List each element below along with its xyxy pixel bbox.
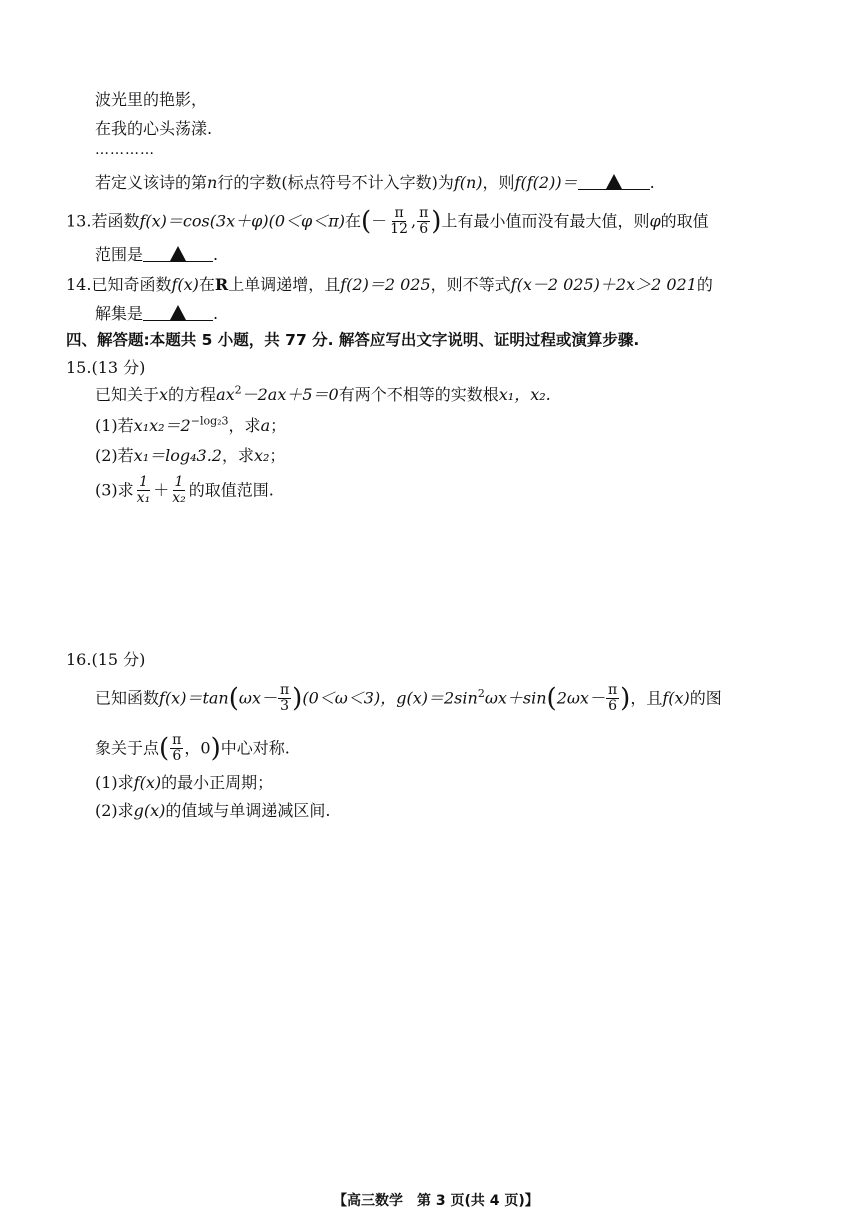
question-15-part-1: (1)若$x_1x_2=2^{-log_23}$，求a；	[95, 414, 287, 435]
score: (13 分)	[91, 358, 146, 377]
poem-line-1: 波光里的艳影，	[95, 90, 208, 109]
answer-blank-13[interactable]	[143, 246, 213, 262]
fraction: $\frac{\pi}{6}$	[419, 205, 429, 238]
question-13-line-1: 13.若函数f(x)＝cos(3x＋φ)(0＜φ＜π)在(－ $\frac{\pi}{12}$ , $\frac{\pi}{6}$ )上有最小值而没有最大值，则φ的取值	[66, 205, 709, 238]
fraction: $\frac{\pi}{6}$	[172, 732, 182, 765]
question-16-part-2: (2)求g(x)的值域与单调递减区间.	[95, 801, 331, 820]
answer-blank-14[interactable]	[143, 305, 213, 321]
triangle-marker-icon	[170, 246, 186, 261]
question-15-header	[66, 360, 145, 376]
question-14-line-2: 解集是 .	[95, 304, 219, 323]
question-16-part-1: (1)求f(x)的最小正周期；	[95, 773, 274, 792]
score: (15 分)	[91, 650, 146, 669]
question-16-stem: 已知函数f(x)＝tan(ωx－ $\frac{\pi}{3}$ )(0＜ω＜3)，$g(x)=2\sin^2\omega x+\sin(2\omega x-$ $\frac{\pi}{6}$ )，且f(x)的图	[95, 682, 722, 715]
fraction: $\frac{1}{\text{x₁}}$	[136, 474, 151, 507]
poem-ellipsis: …………	[95, 142, 155, 158]
section-heading: 四、解答题:本题共 5 小题，共 77 分. 解答应写出文字说明、证明过程或演算步骤.	[66, 331, 640, 349]
question-number: 13.	[66, 211, 92, 231]
question-number: 15.	[66, 358, 92, 377]
answer-blank-12[interactable]	[578, 174, 650, 190]
question-number: 16.	[66, 650, 92, 669]
triangle-marker-icon	[170, 305, 186, 320]
question-13-line-2: 范围是 .	[95, 245, 219, 264]
question-15-part-3: (3)求 $\frac{1}{\text{x₁}}$ ＋ $\frac{1}{\text{x₂}}$ 的取值范围.	[95, 474, 274, 507]
question-16-stem-line-2: 象关于点( $\frac{\pi}{6}$ ，0)中心对称.	[95, 732, 290, 765]
page-footer: 【高三数学 第 3 页(共 4 页)】	[333, 1193, 539, 1209]
question-15-part-2: (2)若x₁＝log₄3.2，求x₂；	[95, 446, 286, 465]
question-14-line-1: 14.已知奇函数f(x)在R上单调递增，且f(2)＝2 025，则不等式f(x－2 025)＋2x＞2 021的	[66, 275, 713, 294]
question-12-line: 若定义该诗的第n行的字数(标点符号不计入字数)为f(n)，则f(f(2))＝ .	[95, 173, 655, 192]
triangle-marker-icon	[606, 174, 622, 189]
question-number: 14.	[66, 275, 92, 294]
poem-line-2: 在我的心头荡漾.	[95, 119, 213, 138]
fraction: $\frac{1}{\text{x₂}}$	[172, 474, 186, 507]
fraction: $\frac{\pi}{12}$	[390, 205, 408, 238]
question-15-stem: 已知关于x的方程$ax^2-2ax+5=0$有两个不相等的实数根x₁，x₂.	[95, 383, 551, 404]
fraction: $\frac{\pi}{3}$	[279, 682, 290, 715]
question-16-header	[66, 652, 145, 668]
fraction: $\frac{\pi}{6}$	[607, 682, 618, 715]
